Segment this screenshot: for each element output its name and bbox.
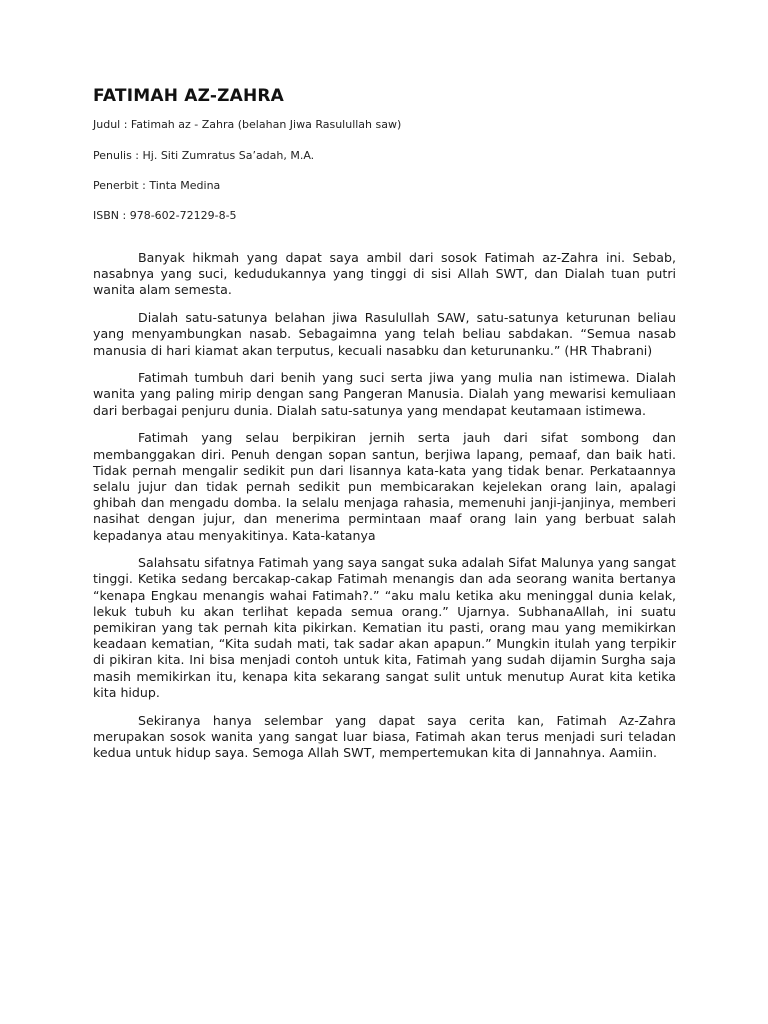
paragraph: Fatimah yang selau berpikiran jernih serta jauh dari sifat sombong dan membanggakan diri. Penuh dengan sopan santun, berjiwa lapang, pemaaf, dan baik hati. Tidak pernah mengalir sedikit pun dari lisannya kata-kata yang tidak benar. Perkataannya selalu jujur dan tidak pernah sedikit pun membicarakan kejelekan orang lain, apalagi ghibah dan mengadu domba. Ia selalu menjaga rahasia, memenuhi janji-janjinya, memberi nasihat dengan jujur, dan menerima permintaan maaf orang lain yang berbuat salah kepadanya atau menyakitinya. Kata-katanya: [93, 430, 676, 543]
paragraph: Salahsatu sifatnya Fatimah yang saya sangat suka adalah Sifat Malunya yang sangat tinggi. Ketika sedang bercakap-cakap Fatimah menangis dan ada seorang wanita bertanya “kenapa Engkau menangis wahai Fatimah?.” “aku malu ketika aku meninggal dunia kelak, lekuk tubuh ku akan terlihat kepada semua orang.” Ujarnya. SubhanaAllah, ini suatu pemikiran yang tak pernah kita pikirkan. Kematian itu pasti, orang mau yang memikirkan keadaan kematian, “Kita sudah mati, tak sadar akan apapun.” Mungkin itulah yang terpikir di pikiran kita. Ini bisa menjadi contoh untuk kita, Fatimah yang sudah dijamin Surgha saja masih memikirkan itu, kenapa kita sekarang sangat sulit untuk menutup Aurat kita ketika kita hidup.: [93, 555, 676, 700]
meta-isbn: ISBN : 978-602-72129-8-5: [93, 209, 237, 222]
paragraph: Banyak hikmah yang dapat saya ambil dari sosok Fatimah az-Zahra ini. Sebab, nasabnya yang suci, kedudukannya yang tinggi di sisi Allah SWT, dan Dialah tuan putri wanita alam semesta.: [93, 250, 676, 298]
document-title: FATIMAH AZ-ZAHRA: [93, 86, 285, 106]
meta-penerbit: Penerbit : Tinta Medina: [93, 179, 221, 192]
paragraph: Fatimah tumbuh dari benih yang suci serta jiwa yang mulia nan istimewa. Dialah wanita yang paling mirip dengan sang Pangeran Manusia. Dialah yang mewarisi kemuliaan dari berbagai penjuru dunia. Dialah satu-satunya yang mendapat keutamaan istimewa.: [93, 370, 676, 418]
meta-penulis: Penulis : Hj. Siti Zumratus Sa’adah, M.A.: [93, 149, 315, 162]
meta-judul: Judul : Fatimah az - Zahra (belahan Jiwa Rasulullah saw): [93, 118, 402, 131]
paragraph: Sekiranya hanya selembar yang dapat saya cerita kan, Fatimah Az-Zahra merupakan sosok wanita yang sangat luar biasa, Fatimah akan terus menjadi suri teladan kedua untuk hidup saya. Semoga Allah SWT, mempertemukan kita di Jannahnya. Aamiin.: [93, 712, 676, 760]
paragraph: Dialah satu-satunya belahan jiwa Rasulullah SAW, satu-satunya keturunan beliau yang menyambungkan nasab. Sebagaimna yang telah beliau sabdakan. “Semua nasab manusia di hari kiamat akan terputus, kecuali nasabku dan keturunanku.” (HR Thabrani): [93, 310, 676, 358]
document-body: [93, 250, 676, 773]
